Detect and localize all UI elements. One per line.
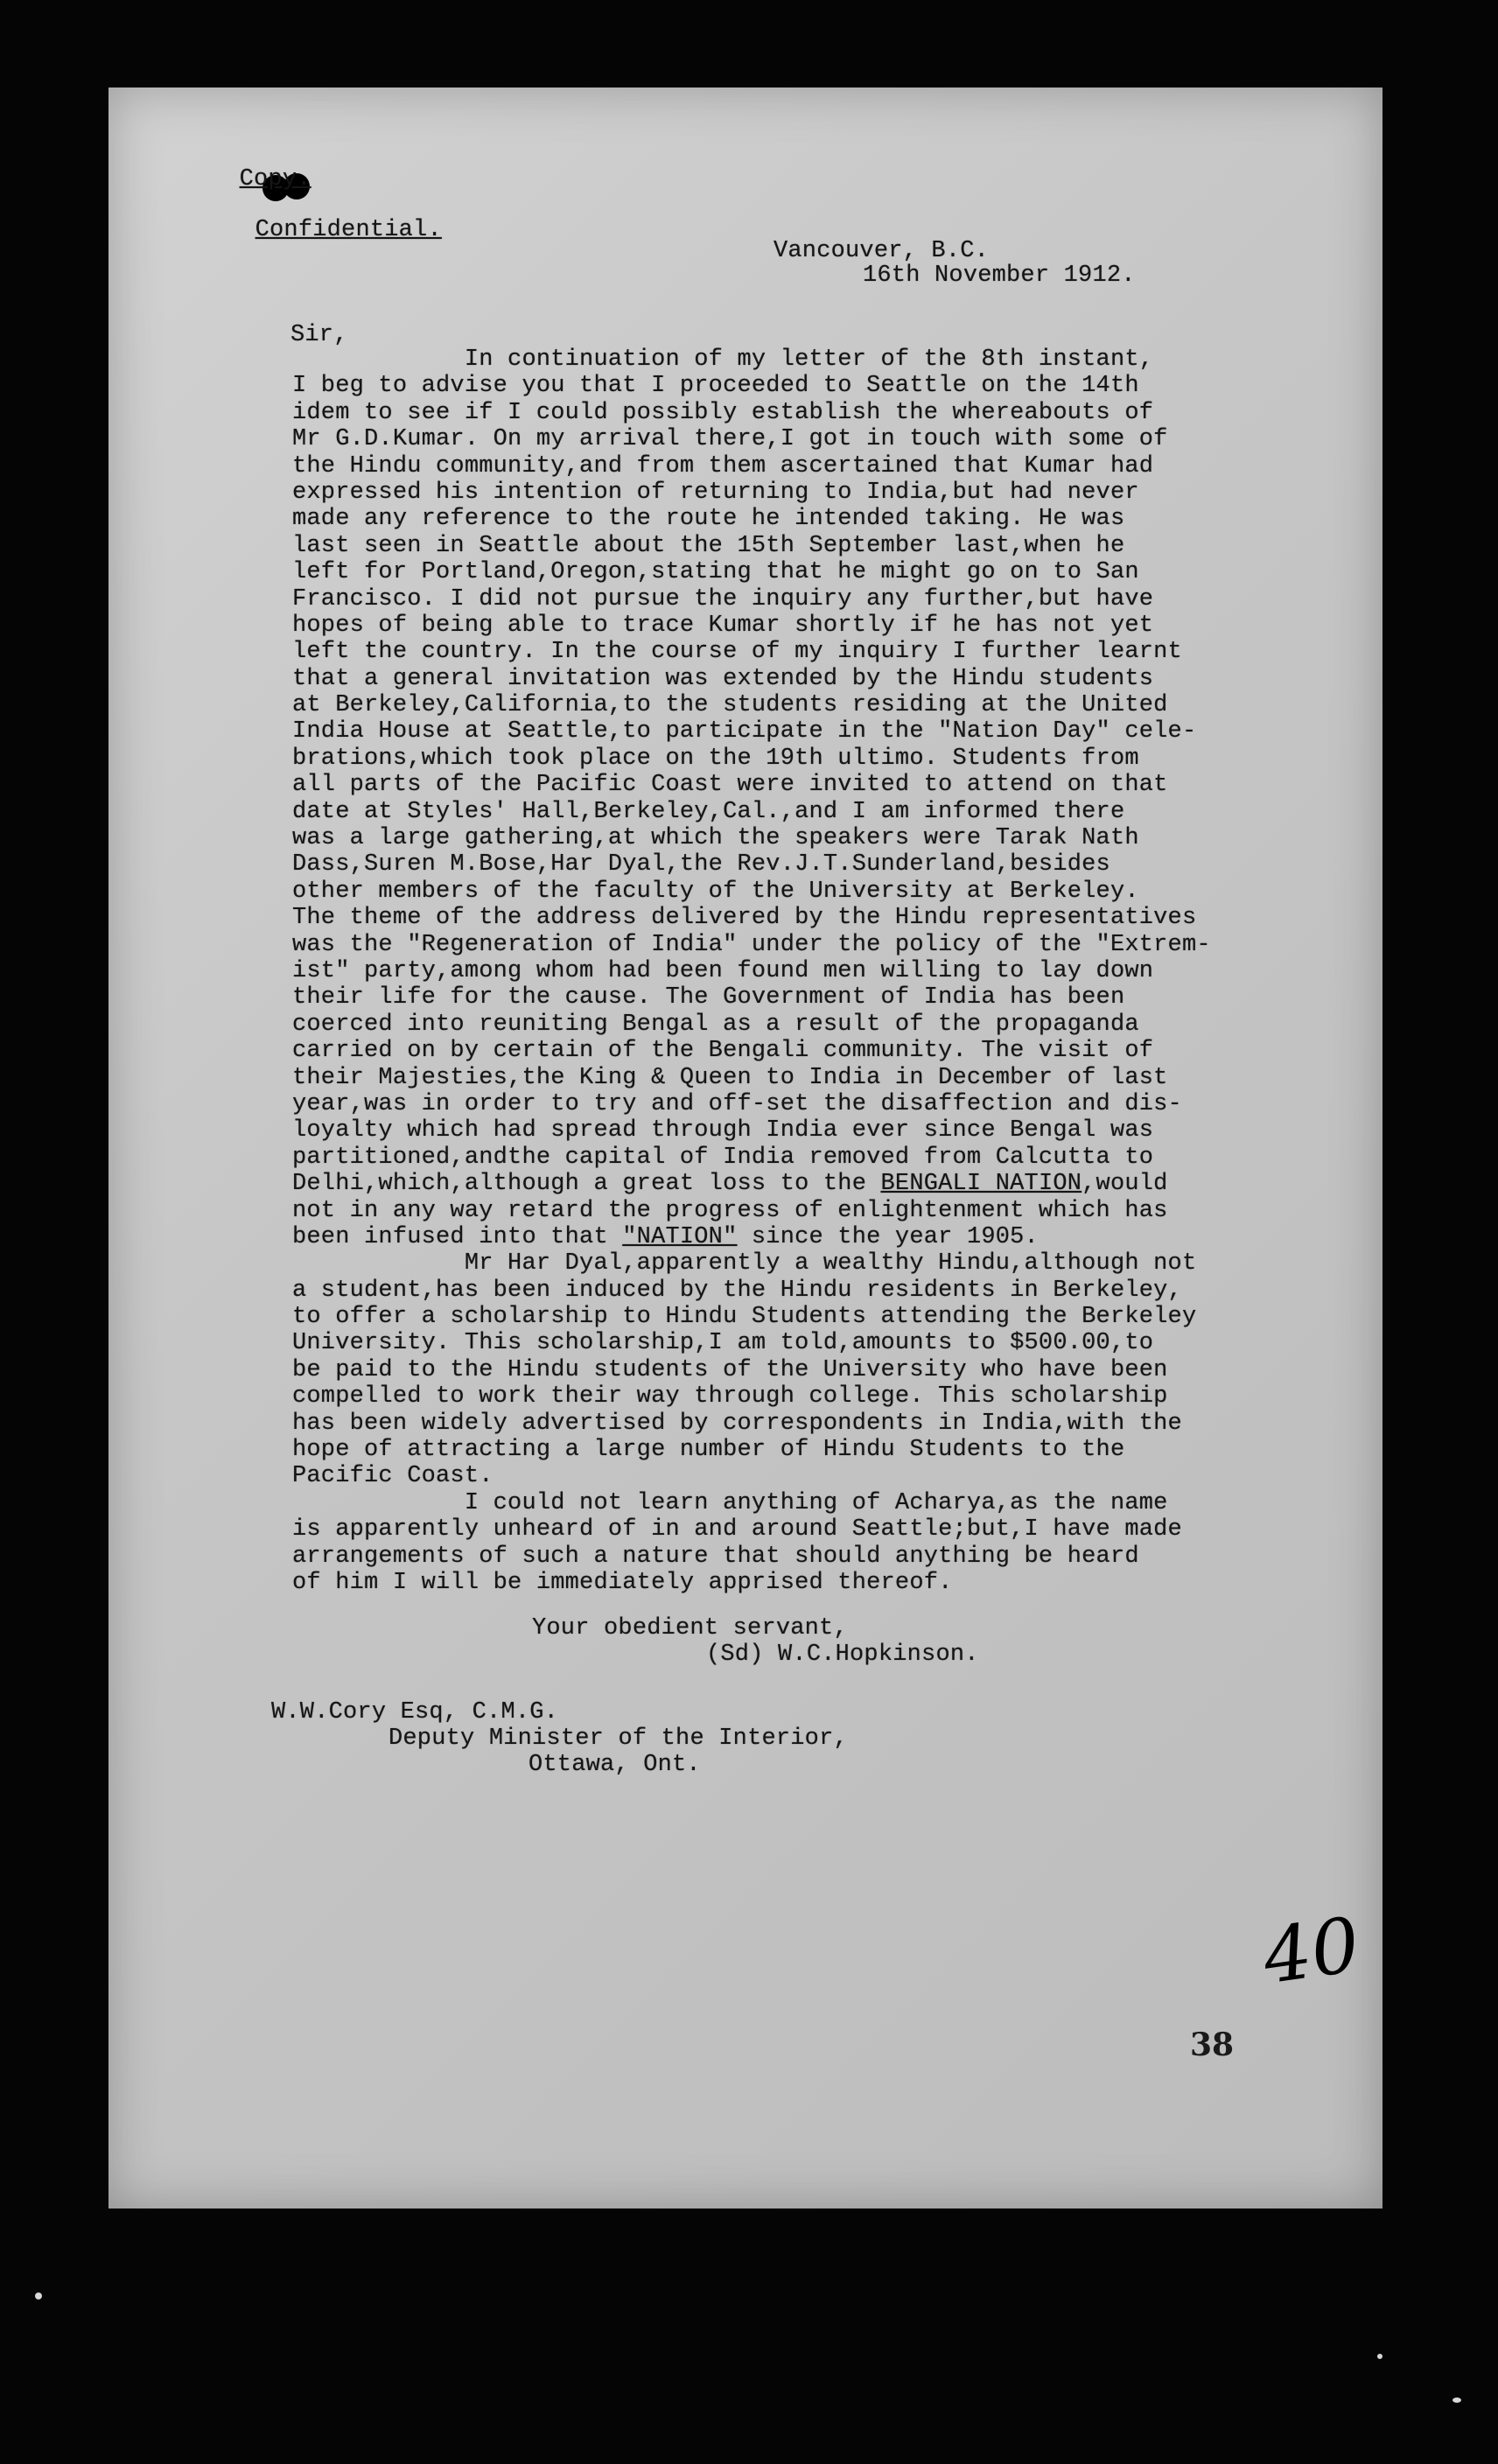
body-line: University. This scholarship,I am told,amounts to $500.00,to bbox=[292, 1330, 1154, 1357]
body-line: Mr G.D.Kumar. On my arrival there,I got in touch with some of bbox=[292, 426, 1168, 453]
body-line: the Hindu community,and from them ascertained that Kumar had bbox=[292, 452, 1154, 480]
body-line: date at Styles' Hall,Berkeley,Cal.,and I am informed there bbox=[292, 798, 1125, 825]
body-line: all parts of the Pacific Coast were invited to attend on that bbox=[292, 772, 1168, 799]
confidential-label: Confidential. bbox=[255, 217, 442, 243]
body-line: Mr Har Dyal,apparently a wealthy Hindu,although not bbox=[292, 1250, 1197, 1278]
body-line: that a general invitation was extended by the Hindu students bbox=[292, 665, 1154, 692]
body-line: hope of attracting a large number of Hindu Students to the bbox=[292, 1437, 1125, 1464]
copy-label: Copy. bbox=[239, 166, 312, 192]
body-line: loyalty which had spread through India ever since Bengal was bbox=[292, 1117, 1154, 1144]
body-line: carried on by certain of the Bengali community. The visit of bbox=[292, 1038, 1154, 1065]
letter-body bbox=[292, 346, 1211, 1596]
body-line: brations,which took place on the 19th ultimo. Students from bbox=[292, 745, 1139, 772]
body-line: idem to see if I could possibly establish the whereabouts of bbox=[292, 399, 1154, 426]
addressee-name: W.W.Cory Esq, C.M.G. bbox=[271, 1699, 559, 1726]
body-line: Francisco. I did not pursue the inquiry any further,but have bbox=[292, 585, 1154, 612]
film-speck bbox=[1452, 2398, 1461, 2403]
body-line: The theme of the address delivered by the Hindu representatives bbox=[292, 905, 1197, 932]
body-line: Delhi,which,although a great loss to the BENGALI NATION,would bbox=[292, 1171, 1168, 1198]
film-speck bbox=[1377, 2354, 1382, 2359]
page-number: 38 bbox=[1190, 2026, 1235, 2063]
body-line: left for Portland,Oregon,stating that he might go on to San bbox=[292, 559, 1139, 586]
body-line: at Berkeley,California,to the students residing at the United bbox=[292, 692, 1168, 719]
body-line: to offer a scholarship to Hindu Students attending the Berkeley bbox=[292, 1304, 1197, 1331]
addressee-location: Ottawa, Ont. bbox=[528, 1752, 701, 1778]
body-line: arrangements of such a nature that should anything be heard bbox=[292, 1543, 1139, 1570]
body-line: not in any way retard the progress of enlightenment which has bbox=[292, 1197, 1168, 1224]
body-line: last seen in Seattle about the 15th September last,when he bbox=[292, 532, 1125, 559]
body-line: I could not learn anything of Acharya,as the name bbox=[292, 1489, 1168, 1516]
valediction: Your obedient servant, bbox=[532, 1615, 848, 1642]
body-line: their Majesties,the King & Queen to India in December of last bbox=[292, 1064, 1168, 1091]
body-line: is apparently unheard of in and around Seattle;but,I have made bbox=[292, 1516, 1182, 1544]
body-line: was the "Regeneration of India" under the policy of the "Extrem- bbox=[292, 931, 1211, 958]
document-page bbox=[108, 88, 1382, 2208]
body-line: year,was in order to try and off-set the disaffection and dis- bbox=[292, 1090, 1182, 1117]
signature: (Sd) W.C.Hopkinson. bbox=[706, 1642, 979, 1668]
body-line: expressed his intention of returning to India,but had never bbox=[292, 479, 1139, 506]
body-line: other members of the faculty of the University at Berkeley. bbox=[292, 878, 1139, 905]
handwritten-folio-number: 40 bbox=[1257, 1900, 1365, 2002]
body-line: partitioned,andthe capital of India removed from Calcutta to bbox=[292, 1144, 1154, 1171]
body-line: their life for the cause. The Government of India has been bbox=[292, 984, 1125, 1012]
body-line: coerced into reuniting Bengal as a result of the propaganda bbox=[292, 1011, 1139, 1038]
body-line: a student,has been induced by the Hindu residents in Berkeley, bbox=[292, 1277, 1182, 1304]
body-line: compelled to work their way through college. This scholarship bbox=[292, 1383, 1168, 1410]
dateline-date: 16th November 1912. bbox=[863, 262, 1136, 289]
body-line: Pacific Coast. bbox=[292, 1463, 494, 1490]
body-line: of him I will be immediately apprised thereof. bbox=[292, 1569, 953, 1596]
body-line: was a large gathering,at which the speakers were Tarak Nath bbox=[292, 825, 1139, 852]
body-line: hopes of being able to trace Kumar shortly if he has not yet bbox=[292, 612, 1154, 639]
body-line: India House at Seattle,to participate in the "Nation Day" cele- bbox=[292, 718, 1197, 746]
body-line: be paid to the Hindu students of the University who have been bbox=[292, 1356, 1168, 1383]
dateline-place: Vancouver, B.C. bbox=[774, 238, 990, 264]
addressee-title: Deputy Minister of the Interior, bbox=[388, 1726, 848, 1752]
body-line: Dass,Suren M.Bose,Har Dyal,the Rev.J.T.Sunderland,besides bbox=[292, 851, 1110, 878]
body-line: been infused into that "NATION" since the year 1905. bbox=[292, 1223, 1039, 1250]
salutation: Sir, bbox=[290, 322, 348, 348]
body-line: ist" party,among whom had been found men willing to lay down bbox=[292, 957, 1154, 984]
body-line: has been widely advertised by correspondents in India,with the bbox=[292, 1410, 1182, 1437]
body-line: left the country. In the course of my inquiry I further learnt bbox=[292, 639, 1182, 666]
body-line: I beg to advise you that I proceeded to Seattle on the 14th bbox=[292, 373, 1139, 400]
body-line: In continuation of my letter of the 8th instant, bbox=[292, 346, 1154, 373]
body-line: made any reference to the route he intended taking. He was bbox=[292, 506, 1125, 533]
film-speck bbox=[35, 2292, 42, 2300]
